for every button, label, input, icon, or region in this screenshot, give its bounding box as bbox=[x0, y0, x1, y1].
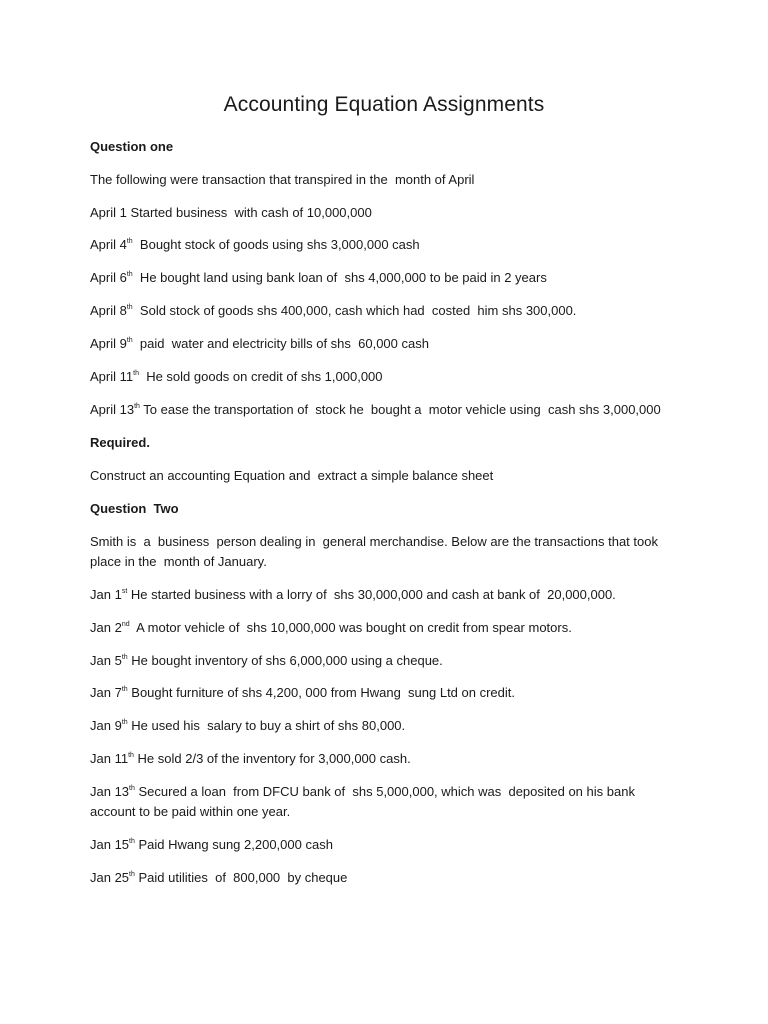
jan-transaction-7 bbox=[90, 782, 680, 822]
transaction-text: He bought land using bank loan of shs 4,000,000 to be paid in 2 years bbox=[132, 270, 547, 285]
transaction-text: Bought stock of goods using shs 3,000,000 cash bbox=[132, 237, 420, 252]
april-transaction-2 bbox=[90, 235, 690, 255]
jan-transaction-6 bbox=[90, 749, 690, 769]
transaction-date: April 4 bbox=[90, 237, 127, 252]
jan-transaction-1 bbox=[90, 585, 690, 605]
question-one-heading: Question one bbox=[90, 139, 174, 154]
april-transaction-3 bbox=[90, 268, 690, 288]
transaction-date: Jan 13 bbox=[90, 784, 130, 799]
transaction-date: April 11 bbox=[90, 369, 134, 384]
transaction-text: He started business with a lorry of shs 30,000,000 and cash at bank of 20,000,000. bbox=[127, 587, 616, 602]
transaction-text: Paid utilities of 800,000 by cheque bbox=[134, 870, 348, 885]
transaction-text: Sold stock of goods shs 400,000, cash which had costed him shs 300,000. bbox=[132, 303, 577, 318]
transaction-date: Jan 5 bbox=[90, 653, 122, 668]
transaction-text: He used his salary to buy a shirt of shs 80,000. bbox=[127, 718, 406, 733]
april-transaction-5 bbox=[90, 334, 690, 354]
ordinal-suffix: th bbox=[126, 337, 133, 344]
jan-transaction-9 bbox=[90, 868, 690, 888]
jan-transaction-2 bbox=[90, 618, 690, 638]
transaction-date: April 6 bbox=[90, 270, 127, 285]
transaction-text: He bought inventory of shs 6,000,000 using a cheque. bbox=[127, 653, 443, 668]
transaction-date: April 13 bbox=[90, 402, 135, 417]
jan-transaction-4 bbox=[90, 683, 690, 703]
transaction-text: paid water and electricity bills of shs 60,000 cash bbox=[132, 336, 429, 351]
transaction-text: Bought furniture of shs 4,200, 000 from Hwang sung Ltd on credit. bbox=[127, 685, 515, 700]
ordinal-suffix: th bbox=[121, 686, 128, 693]
transaction-text: April 1 Started business with cash of 10,000,000 bbox=[90, 205, 372, 220]
transaction-date: Jan 11 bbox=[90, 751, 129, 766]
ordinal-suffix: st bbox=[121, 588, 128, 595]
transaction-date: Jan 9 bbox=[90, 718, 122, 733]
ordinal-suffix: th bbox=[121, 654, 128, 661]
transaction-date: Jan 1 bbox=[90, 587, 122, 602]
ordinal-suffix: th bbox=[128, 752, 134, 759]
question-two-heading: Question Two bbox=[90, 501, 179, 516]
ordinal-suffix: th bbox=[129, 838, 135, 845]
ordinal-suffix: th bbox=[126, 271, 133, 278]
ordinal-suffix: nd bbox=[121, 621, 130, 628]
transaction-text: He sold goods on credit of shs 1,000,000 bbox=[138, 369, 383, 384]
jan-transaction-8 bbox=[90, 835, 690, 855]
question-one-intro: The following were transaction that transpired in the month of April bbox=[90, 172, 475, 187]
transaction-text: Paid Hwang sung 2,200,000 cash bbox=[134, 837, 333, 852]
transaction-date: April 9 bbox=[90, 336, 127, 351]
ordinal-suffix: th bbox=[126, 238, 133, 245]
ordinal-suffix: th bbox=[126, 304, 133, 311]
required-label: Required. bbox=[90, 435, 150, 450]
ordinal-suffix: th bbox=[129, 871, 135, 878]
transaction-text: Secured a loan from DFCU bank of shs 5,000,000, which was deposited on his bank account to be paid within one year. bbox=[90, 784, 639, 819]
april-transaction-7 bbox=[90, 400, 690, 420]
ordinal-suffix: th bbox=[129, 785, 135, 792]
jan-transaction-3 bbox=[90, 651, 690, 671]
april-transaction-4 bbox=[90, 301, 690, 321]
question-two-intro: Smith is a business person dealing in general merchandise. Below are the transactions that took place in the month of January. bbox=[90, 534, 662, 569]
transaction-date: Jan 15 bbox=[90, 837, 130, 852]
transaction-date: Jan 2 bbox=[90, 620, 122, 635]
transaction-text: He sold 2/3 of the inventory for 3,000,000 cash. bbox=[133, 751, 411, 766]
transaction-text: A motor vehicle of shs 10,000,000 was bought on credit from spear motors. bbox=[129, 620, 572, 635]
transaction-date: April 8 bbox=[90, 303, 127, 318]
april-transaction-1 bbox=[90, 203, 690, 223]
transaction-date: Jan 7 bbox=[90, 685, 122, 700]
document-title: Accounting Equation Assignments bbox=[223, 93, 545, 116]
ordinal-suffix: th bbox=[121, 719, 128, 726]
required-text: Construct an accounting Equation and extract a simple balance sheet bbox=[90, 468, 494, 483]
transaction-date: Jan 25 bbox=[90, 870, 130, 885]
ordinal-suffix: th bbox=[134, 403, 140, 410]
ordinal-suffix: th bbox=[133, 370, 139, 377]
jan-transaction-5 bbox=[90, 716, 690, 736]
transaction-text: To ease the transportation of stock he bought a motor vehicle using cash shs 3,000,000 bbox=[139, 402, 661, 417]
april-transaction-6 bbox=[90, 367, 690, 387]
